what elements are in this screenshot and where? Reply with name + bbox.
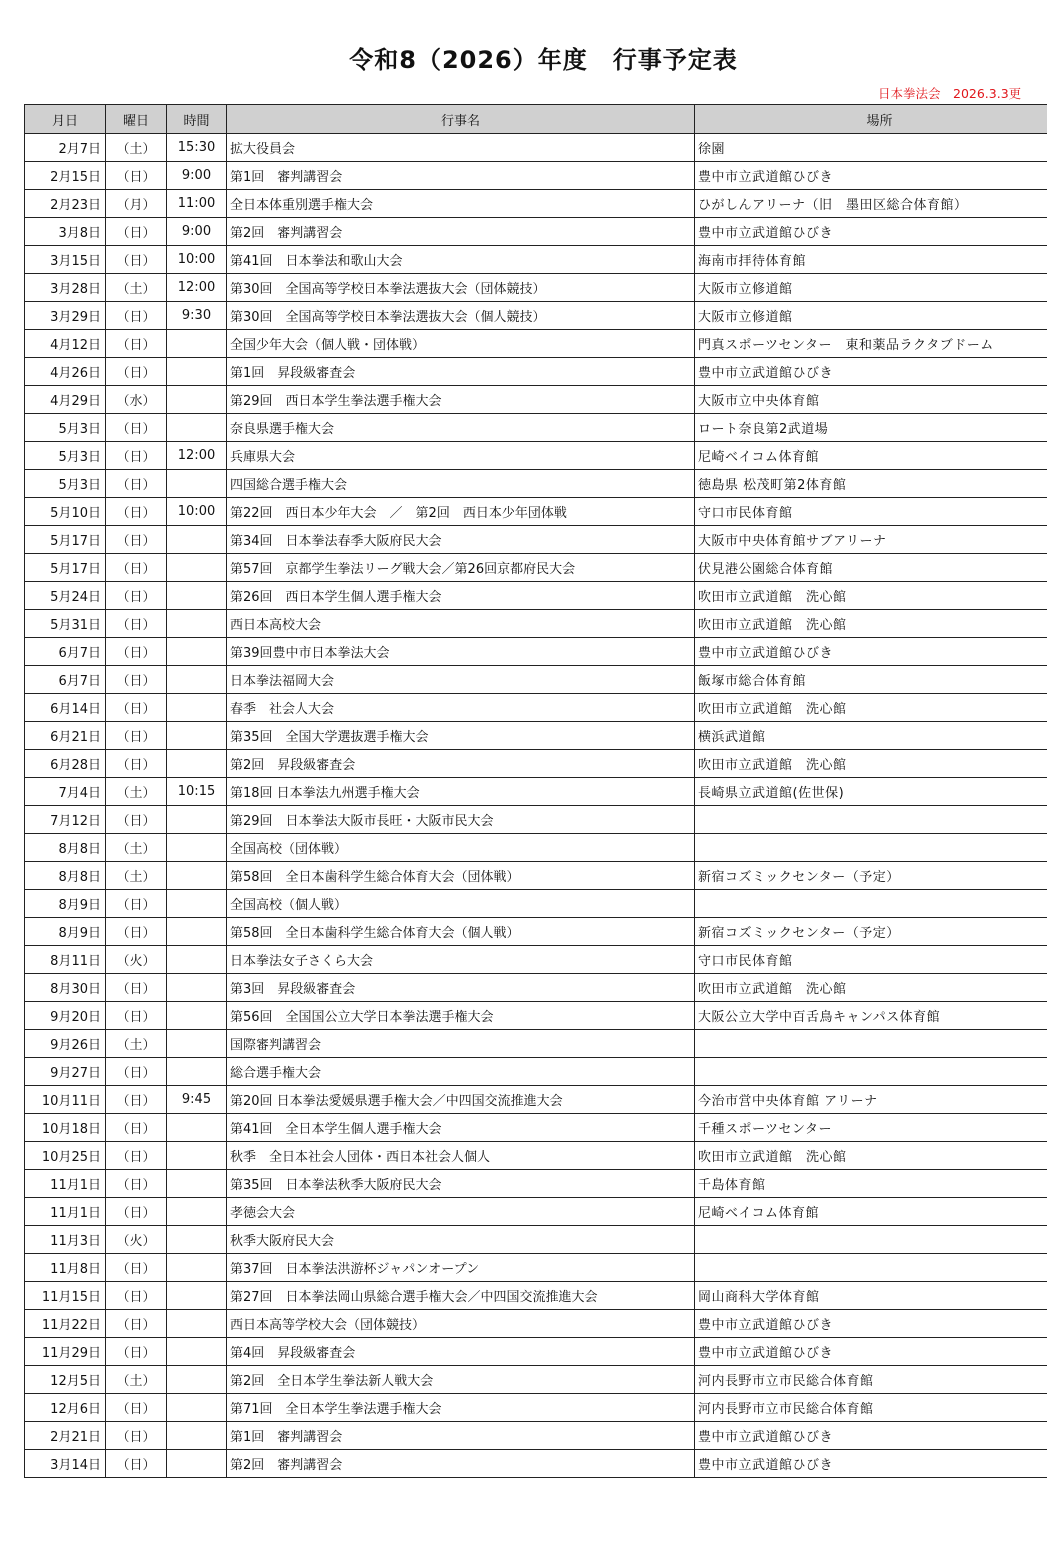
place-cell: 大阪市中央体育館サブアリーナ [695, 526, 1047, 554]
time-cell [167, 1450, 227, 1478]
time-cell: 10:00 [167, 246, 227, 274]
event-name-cell: 国際審判講習会 [227, 1030, 695, 1058]
date-cell: 5月24日 [25, 582, 106, 610]
day-of-week-cell: （日） [106, 1254, 167, 1282]
date-cell: 5月17日 [25, 526, 106, 554]
table-row [25, 722, 1047, 750]
table-row [25, 694, 1047, 722]
date-cell: 11月3日 [25, 1226, 106, 1254]
place-cell: 横浜武道館 [695, 722, 1047, 750]
event-name-cell: 第2回 全日本学生拳法新人戦大会 [227, 1366, 695, 1394]
place-cell: 今治市営中央体育館 アリーナ [695, 1086, 1047, 1114]
event-name-cell: 第71回 全日本学生拳法選手権大会 [227, 1394, 695, 1422]
page-title: 令和8（2026）年度 行事予定表 [349, 46, 738, 74]
day-of-week-cell: （日） [106, 358, 167, 386]
place-cell [695, 1030, 1047, 1058]
place-cell: 吹田市立武道館 洗心館 [695, 694, 1047, 722]
date-cell: 2月15日 [25, 162, 106, 190]
date-cell: 11月1日 [25, 1170, 106, 1198]
date-cell: 12月5日 [25, 1366, 106, 1394]
date-cell: 3月14日 [25, 1450, 106, 1478]
event-name-cell: 秋季大阪府民大会 [227, 1226, 695, 1254]
day-of-week-cell: （土） [106, 834, 167, 862]
table-row [25, 134, 1047, 162]
event-name-cell: 第30回 全国高等学校日本拳法選抜大会（個人競技） [227, 302, 695, 330]
place-cell: 門真スポーツセンター 東和薬品ラクタブドーム [695, 330, 1047, 358]
time-cell [167, 1142, 227, 1170]
event-name-cell: 第29回 日本拳法大阪市長旺・大阪市民大会 [227, 806, 695, 834]
table-row [25, 1450, 1047, 1478]
event-name-cell: 第26回 西日本学生個人選手権大会 [227, 582, 695, 610]
day-of-week-cell: （日） [106, 750, 167, 778]
event-name-cell: 第29回 西日本学生拳法選手権大会 [227, 386, 695, 414]
place-cell: ひがしんアリーナ（旧 墨田区総合体育館） [695, 190, 1047, 218]
table-row [25, 638, 1047, 666]
date-cell: 2月7日 [25, 134, 106, 162]
table-row [25, 358, 1047, 386]
event-name-cell: 全国高校（個人戦） [227, 890, 695, 918]
place-cell: 豊中市立武道館ひびき [695, 162, 1047, 190]
date-cell: 10月18日 [25, 1114, 106, 1142]
table-row [25, 1198, 1047, 1226]
time-cell: 9:30 [167, 302, 227, 330]
event-name-cell: 第2回 審判講習会 [227, 1450, 695, 1478]
time-cell [167, 1394, 227, 1422]
place-cell: 吹田市立武道館 洗心館 [695, 1142, 1047, 1170]
time-cell: 12:00 [167, 274, 227, 302]
day-of-week-cell: （日） [106, 1338, 167, 1366]
event-name-cell: 第37回 日本拳法洪游杯ジャパンオープン [227, 1254, 695, 1282]
time-cell [167, 526, 227, 554]
event-name-cell: 第34回 日本拳法春季大阪府民大会 [227, 526, 695, 554]
table-row [25, 1142, 1047, 1170]
table-row [25, 1422, 1047, 1450]
table-row [25, 1254, 1047, 1282]
date-cell: 11月8日 [25, 1254, 106, 1282]
schedule-table-container [24, 104, 1047, 1478]
table-row [25, 890, 1047, 918]
day-of-week-cell: （土） [106, 1030, 167, 1058]
day-of-week-cell: （日） [106, 218, 167, 246]
date-cell: 11月22日 [25, 1310, 106, 1338]
event-name-cell: 第1回 審判講習会 [227, 162, 695, 190]
event-name-cell: 日本拳法女子さくら大会 [227, 946, 695, 974]
place-cell: 大阪市立修道館 [695, 302, 1047, 330]
time-cell [167, 834, 227, 862]
time-cell: 9:00 [167, 218, 227, 246]
date-cell: 11月15日 [25, 1282, 106, 1310]
event-name-cell: 奈良県選手権大会 [227, 414, 695, 442]
place-cell [695, 806, 1047, 834]
table-row [25, 610, 1047, 638]
date-cell: 4月29日 [25, 386, 106, 414]
day-of-week-cell: （日） [106, 1058, 167, 1086]
time-cell: 10:00 [167, 498, 227, 526]
table-row [25, 526, 1047, 554]
day-of-week-cell: （土） [106, 274, 167, 302]
event-name-cell: 第39回豊中市日本拳法大会 [227, 638, 695, 666]
place-cell: 豊中市立武道館ひびき [695, 638, 1047, 666]
column-header-date: 月日 [25, 105, 106, 134]
event-name-cell: 孝徳会大会 [227, 1198, 695, 1226]
date-cell: 4月26日 [25, 358, 106, 386]
column-header-event-name: 行事名 [227, 105, 695, 134]
date-cell: 10月11日 [25, 1086, 106, 1114]
table-row [25, 862, 1047, 890]
place-cell: 千島体育館 [695, 1170, 1047, 1198]
table-row [25, 806, 1047, 834]
place-cell: 岡山商科大学体育館 [695, 1282, 1047, 1310]
event-name-cell: 全国少年大会（個人戦・団体戦） [227, 330, 695, 358]
event-name-cell: 第27回 日本拳法岡山県総合選手権大会／中四国交流推進大会 [227, 1282, 695, 1310]
date-cell: 4月12日 [25, 330, 106, 358]
time-cell: 15:30 [167, 134, 227, 162]
date-cell: 5月31日 [25, 610, 106, 638]
time-cell [167, 330, 227, 358]
place-cell: 守口市民体育館 [695, 946, 1047, 974]
place-cell: 吹田市立武道館 洗心館 [695, 582, 1047, 610]
place-cell: 徳島県 松茂町第2体育館 [695, 470, 1047, 498]
table-row [25, 302, 1047, 330]
day-of-week-cell: （日） [106, 1142, 167, 1170]
event-name-cell: 四国総合選手権大会 [227, 470, 695, 498]
table-row [25, 946, 1047, 974]
event-name-cell: 第57回 京都学生拳法リーグ戦大会／第26回京都府民大会 [227, 554, 695, 582]
time-cell [167, 1422, 227, 1450]
event-name-cell: 第20回 日本拳法愛媛県選手権大会／中四国交流推進大会 [227, 1086, 695, 1114]
place-cell: 大阪公立大学中百舌鳥キャンパス体育館 [695, 1002, 1047, 1030]
day-of-week-cell: （日） [106, 694, 167, 722]
time-cell [167, 386, 227, 414]
table-row [25, 162, 1047, 190]
place-cell: 伏見港公園総合体育館 [695, 554, 1047, 582]
place-cell: 尼崎ベイコム体育館 [695, 442, 1047, 470]
place-cell: 豊中市立武道館ひびき [695, 218, 1047, 246]
day-of-week-cell: （日） [106, 1170, 167, 1198]
day-of-week-cell: （日） [106, 1282, 167, 1310]
time-cell [167, 806, 227, 834]
date-cell: 6月14日 [25, 694, 106, 722]
table-row [25, 190, 1047, 218]
day-of-week-cell: （水） [106, 386, 167, 414]
time-cell [167, 1114, 227, 1142]
place-cell: 吹田市立武道館 洗心館 [695, 750, 1047, 778]
date-cell: 6月28日 [25, 750, 106, 778]
day-of-week-cell: （日） [106, 582, 167, 610]
table-row [25, 498, 1047, 526]
day-of-week-cell: （土） [106, 1366, 167, 1394]
time-cell: 12:00 [167, 442, 227, 470]
date-cell: 8月9日 [25, 918, 106, 946]
time-cell: 9:00 [167, 162, 227, 190]
column-header-day-of-week: 曜日 [106, 105, 167, 134]
day-of-week-cell: （月） [106, 190, 167, 218]
time-cell [167, 414, 227, 442]
column-header-place: 場所 [695, 105, 1047, 134]
place-cell: 河内長野市立市民総合体育館 [695, 1394, 1047, 1422]
event-name-cell: 第3回 昇段級審査会 [227, 974, 695, 1002]
date-cell: 5月3日 [25, 414, 106, 442]
table-row [25, 1310, 1047, 1338]
event-name-cell: 第41回 日本拳法和歌山大会 [227, 246, 695, 274]
day-of-week-cell: （日） [106, 1198, 167, 1226]
day-of-week-cell: （土） [106, 778, 167, 806]
date-cell: 5月3日 [25, 470, 106, 498]
day-of-week-cell: （日） [106, 442, 167, 470]
day-of-week-cell: （日） [106, 330, 167, 358]
day-of-week-cell: （日） [106, 1394, 167, 1422]
table-row [25, 1114, 1047, 1142]
table-row [25, 1282, 1047, 1310]
place-cell: 千種スポーツセンター [695, 1114, 1047, 1142]
table-row [25, 1226, 1047, 1254]
place-cell: 守口市民体育館 [695, 498, 1047, 526]
date-cell: 7月12日 [25, 806, 106, 834]
date-cell: 8月11日 [25, 946, 106, 974]
place-cell: 豊中市立武道館ひびき [695, 1338, 1047, 1366]
date-cell: 6月7日 [25, 666, 106, 694]
table-row [25, 218, 1047, 246]
table-row [25, 778, 1047, 806]
time-cell [167, 1226, 227, 1254]
table-body [25, 134, 1047, 1478]
day-of-week-cell: （日） [106, 526, 167, 554]
place-cell: 河内長野市立市民総合体育館 [695, 1366, 1047, 1394]
table-row [25, 554, 1047, 582]
event-name-cell: 第30回 全国高等学校日本拳法選抜大会（団体競技） [227, 274, 695, 302]
place-cell: 吹田市立武道館 洗心館 [695, 610, 1047, 638]
event-name-cell: 春季 社会人大会 [227, 694, 695, 722]
table-row [25, 1058, 1047, 1086]
event-name-cell: 第1回 昇段級審査会 [227, 358, 695, 386]
place-cell: 徐園 [695, 134, 1047, 162]
event-name-cell: 第1回 審判講習会 [227, 1422, 695, 1450]
place-cell [695, 834, 1047, 862]
table-row [25, 414, 1047, 442]
day-of-week-cell: （日） [106, 470, 167, 498]
place-cell: 長崎県立武道館(佐世保) [695, 778, 1047, 806]
table-row [25, 274, 1047, 302]
time-cell [167, 1058, 227, 1086]
event-name-cell: 第58回 全日本歯科学生総合体育大会（個人戦） [227, 918, 695, 946]
table-row [25, 1366, 1047, 1394]
day-of-week-cell: （火） [106, 946, 167, 974]
schedule-table [24, 104, 1047, 1478]
event-name-cell: 全国高校（団体戦） [227, 834, 695, 862]
event-name-cell: 全日本体重別選手権大会 [227, 190, 695, 218]
event-name-cell: 第41回 全日本学生個人選手権大会 [227, 1114, 695, 1142]
place-cell [695, 1254, 1047, 1282]
date-cell: 11月1日 [25, 1198, 106, 1226]
day-of-week-cell: （土） [106, 134, 167, 162]
place-cell: 尼崎ベイコム体育館 [695, 1198, 1047, 1226]
time-cell [167, 694, 227, 722]
place-cell: 豊中市立武道館ひびき [695, 1310, 1047, 1338]
event-name-cell: 西日本高等学校大会（団体競技） [227, 1310, 695, 1338]
time-cell [167, 1366, 227, 1394]
time-cell [167, 1282, 227, 1310]
time-cell [167, 946, 227, 974]
date-cell: 10月25日 [25, 1142, 106, 1170]
time-cell [167, 1170, 227, 1198]
event-name-cell: 日本拳法福岡大会 [227, 666, 695, 694]
day-of-week-cell: （日） [106, 890, 167, 918]
event-name-cell: 第18回 日本拳法九州選手権大会 [227, 778, 695, 806]
day-of-week-cell: （日） [106, 162, 167, 190]
time-cell [167, 1254, 227, 1282]
time-cell [167, 1030, 227, 1058]
date-cell: 5月17日 [25, 554, 106, 582]
event-name-cell: 第56回 全国国公立大学日本拳法選手権大会 [227, 1002, 695, 1030]
day-of-week-cell: （日） [106, 1422, 167, 1450]
table-row [25, 442, 1047, 470]
place-cell: ロート奈良第2武道場 [695, 414, 1047, 442]
day-of-week-cell: （日） [106, 1002, 167, 1030]
date-cell: 3月8日 [25, 218, 106, 246]
date-cell: 8月9日 [25, 890, 106, 918]
day-of-week-cell: （日） [106, 498, 167, 526]
table-row [25, 834, 1047, 862]
date-cell: 3月29日 [25, 302, 106, 330]
place-cell [695, 1226, 1047, 1254]
event-name-cell: 第35回 全国大学選抜選手権大会 [227, 722, 695, 750]
event-name-cell: 第35回 日本拳法秋季大阪府民大会 [227, 1170, 695, 1198]
time-cell: 9:45 [167, 1086, 227, 1114]
place-cell: 新宿コズミックセンター（予定） [695, 918, 1047, 946]
day-of-week-cell: （日） [106, 638, 167, 666]
place-cell: 海南市拝待体育館 [695, 246, 1047, 274]
date-cell: 3月15日 [25, 246, 106, 274]
time-cell [167, 1338, 227, 1366]
event-name-cell: 総合選手権大会 [227, 1058, 695, 1086]
time-cell [167, 358, 227, 386]
day-of-week-cell: （日） [106, 1450, 167, 1478]
time-cell [167, 638, 227, 666]
event-name-cell: 秋季 全日本社会人団体・西日本社会人個人 [227, 1142, 695, 1170]
event-name-cell: 第58回 全日本歯科学生総合体育大会（団体戦） [227, 862, 695, 890]
date-cell: 12月6日 [25, 1394, 106, 1422]
table-row [25, 750, 1047, 778]
table-row [25, 1170, 1047, 1198]
day-of-week-cell: （火） [106, 1226, 167, 1254]
date-cell: 9月20日 [25, 1002, 106, 1030]
time-cell [167, 918, 227, 946]
day-of-week-cell: （日） [106, 1310, 167, 1338]
place-cell: 大阪市立中央体育館 [695, 386, 1047, 414]
day-of-week-cell: （日） [106, 1086, 167, 1114]
time-cell [167, 470, 227, 498]
event-name-cell: 拡大役員会 [227, 134, 695, 162]
event-name-cell: 第4回 昇段級審査会 [227, 1338, 695, 1366]
day-of-week-cell: （日） [106, 554, 167, 582]
place-cell: 飯塚市総合体育館 [695, 666, 1047, 694]
event-name-cell: 第2回 審判講習会 [227, 218, 695, 246]
event-name-cell: 西日本高校大会 [227, 610, 695, 638]
date-cell: 9月26日 [25, 1030, 106, 1058]
time-cell [167, 974, 227, 1002]
table-row [25, 246, 1047, 274]
place-cell: 大阪市立修道館 [695, 274, 1047, 302]
date-cell: 3月28日 [25, 274, 106, 302]
day-of-week-cell: （日） [106, 414, 167, 442]
date-cell: 2月23日 [25, 190, 106, 218]
date-cell: 11月29日 [25, 1338, 106, 1366]
table-row [25, 470, 1047, 498]
time-cell [167, 1310, 227, 1338]
date-cell: 5月3日 [25, 442, 106, 470]
place-cell: 新宿コズミックセンター（予定） [695, 862, 1047, 890]
day-of-week-cell: （日） [106, 666, 167, 694]
table-row [25, 1030, 1047, 1058]
day-of-week-cell: （日） [106, 918, 167, 946]
date-cell: 6月7日 [25, 638, 106, 666]
day-of-week-cell: （日） [106, 610, 167, 638]
day-of-week-cell: （日） [106, 722, 167, 750]
column-header-time: 時間 [167, 105, 227, 134]
date-cell: 5月10日 [25, 498, 106, 526]
place-cell [695, 1058, 1047, 1086]
update-note: 日本拳法会 2026.3.3更 [878, 86, 1022, 101]
event-name-cell: 第2回 昇段級審査会 [227, 750, 695, 778]
time-cell [167, 750, 227, 778]
time-cell: 11:00 [167, 190, 227, 218]
day-of-week-cell: （日） [106, 246, 167, 274]
date-cell: 2月21日 [25, 1422, 106, 1450]
day-of-week-cell: （日） [106, 974, 167, 1002]
table-row [25, 666, 1047, 694]
day-of-week-cell: （日） [106, 806, 167, 834]
date-cell: 7月4日 [25, 778, 106, 806]
day-of-week-cell: （日） [106, 302, 167, 330]
event-name-cell: 第22回 西日本少年大会 ／ 第2回 西日本少年団体戦 [227, 498, 695, 526]
table-row [25, 1086, 1047, 1114]
time-cell [167, 582, 227, 610]
place-cell: 豊中市立武道館ひびき [695, 1422, 1047, 1450]
place-cell: 豊中市立武道館ひびき [695, 358, 1047, 386]
date-cell: 9月27日 [25, 1058, 106, 1086]
time-cell [167, 610, 227, 638]
table-row [25, 1338, 1047, 1366]
date-cell: 8月30日 [25, 974, 106, 1002]
day-of-week-cell: （土） [106, 862, 167, 890]
place-cell [695, 890, 1047, 918]
time-cell [167, 1198, 227, 1226]
date-cell: 8月8日 [25, 834, 106, 862]
time-cell [167, 666, 227, 694]
table-row [25, 386, 1047, 414]
day-of-week-cell: （日） [106, 1114, 167, 1142]
time-cell [167, 722, 227, 750]
table-row [25, 582, 1047, 610]
time-cell [167, 1002, 227, 1030]
table-header-row [25, 105, 1047, 134]
time-cell [167, 890, 227, 918]
table-row [25, 1002, 1047, 1030]
table-row [25, 330, 1047, 358]
time-cell [167, 554, 227, 582]
date-cell: 6月21日 [25, 722, 106, 750]
time-cell: 10:15 [167, 778, 227, 806]
event-name-cell: 兵庫県大会 [227, 442, 695, 470]
table-row [25, 918, 1047, 946]
table-row [25, 1394, 1047, 1422]
place-cell: 吹田市立武道館 洗心館 [695, 974, 1047, 1002]
time-cell [167, 862, 227, 890]
place-cell: 豊中市立武道館ひびき [695, 1450, 1047, 1478]
date-cell: 8月8日 [25, 862, 106, 890]
table-row [25, 974, 1047, 1002]
